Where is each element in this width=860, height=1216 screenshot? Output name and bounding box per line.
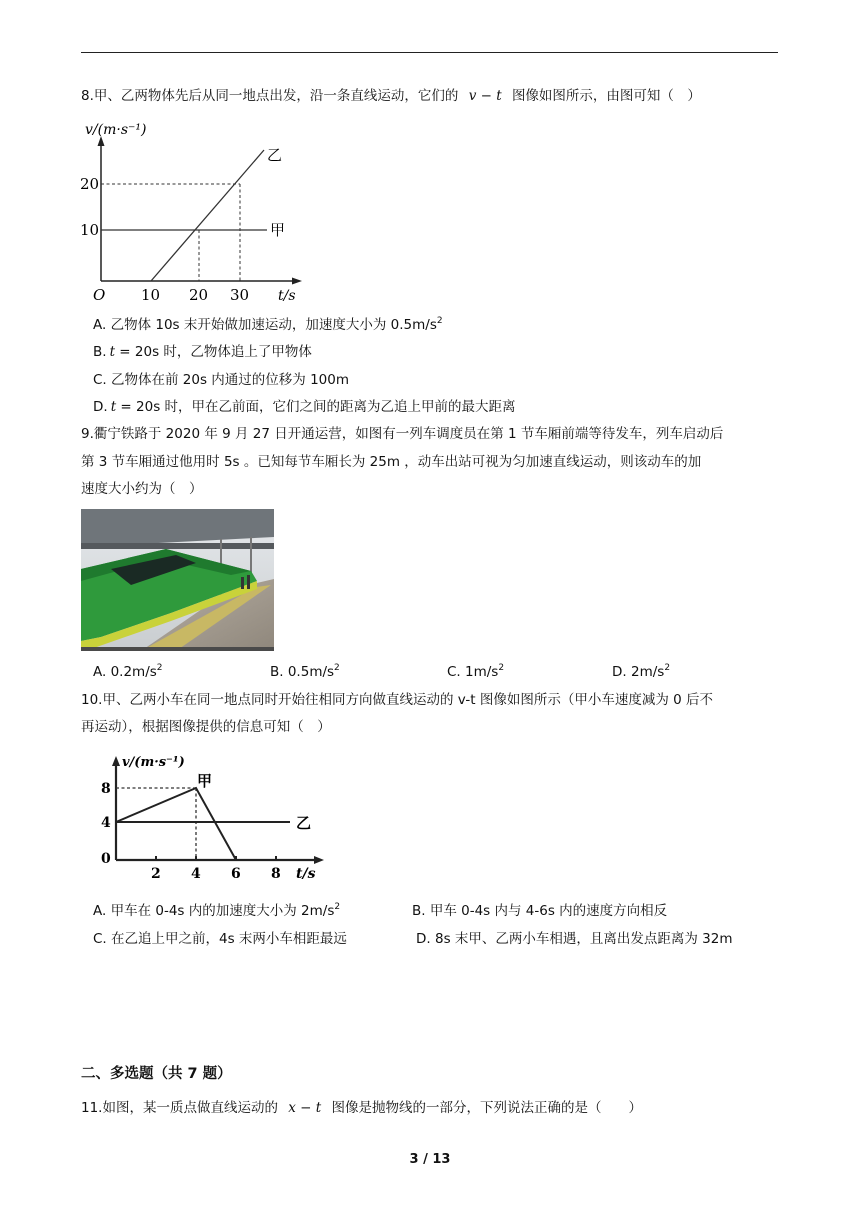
q8-option-b: B. t = 20s 时，乙物体追上了甲物体 — [93, 344, 312, 360]
q8-xtick-20: 20 — [189, 286, 209, 304]
q9-option-c: C. $1m/s^2$ — [447, 663, 505, 680]
q10-xlabel: t/s — [296, 866, 316, 882]
q8-vt-graph — [80, 114, 309, 306]
q10-vt-graph — [98, 752, 333, 887]
q8-option-a: A. 乙物体 10s 末开始做加速运动，加速度大小为 $0.5m/s^2$ — [93, 316, 443, 333]
q8-series-jia-label: 甲 — [270, 221, 286, 239]
q8-option-d: D. t = 20s 时，甲在乙前面，它们之间的距离为乙追上甲前的最大距离 — [93, 399, 516, 415]
q10-ylabel: v/(m·s⁻¹) — [122, 755, 185, 770]
q8-ylabel: v/(m·s⁻¹) — [85, 122, 147, 138]
page-number: 3 / 13 — [409, 1152, 451, 1167]
q9-option-a: A. $0.2m/s^2$ — [93, 663, 163, 680]
q9-option-b: B. $0.5m/s^2$ — [270, 663, 340, 680]
q10-option-a: A. 甲车在 0-4s 内的加速度大小为 $2m/s^2$ — [93, 902, 341, 919]
q8-x-arrow — [292, 278, 302, 285]
q10-xtick-2: 2 — [151, 866, 161, 882]
q8-origin: O — [93, 286, 106, 304]
train-photo — [81, 509, 274, 651]
q10-ytick-4: 4 — [101, 815, 111, 831]
q10-option-d: D. 8s 末甲、乙两小车相遇，且离出发点距离为 32m — [416, 931, 733, 947]
q10-option-b: B. 甲车 0-4s 内与 4-6s 内的速度方向相反 — [412, 903, 668, 919]
q10-series-jia-label: 甲 — [197, 772, 213, 790]
q8-series-yi-line — [151, 150, 264, 281]
q8-option-c: C. 乙物体在前 20s 内通过的位移为 100m — [93, 372, 350, 388]
q11-stem: 11.如图，某一质点做直线运动的 x − t 图像是抛物线的一部分，下列说法正确的是（ ） — [81, 1100, 643, 1116]
q10-origin: 0 — [101, 851, 111, 867]
q10-series-yi-label: 乙 — [296, 814, 312, 832]
q10-ytick-8: 8 — [101, 781, 111, 797]
q9-stem-line2: 第 3 节车厢通过他用时 5s 。已知每节车厢长为 25m ，动车出站可视为匀加速直线运动，则该动车的加 — [81, 454, 702, 470]
q10-stem-line2: 再运动），根据图像提供的信息可知（ ） — [81, 719, 331, 735]
q10-option-c: C. 在乙追上甲之前，4s 末两小车相距最远 — [93, 931, 347, 947]
q8-series-yi-label: 乙 — [267, 146, 283, 164]
q10-y-arrow — [112, 756, 120, 766]
q10-stem-line1: 10.甲、乙两小车在同一地点同时开始往相同方向做直线运动的 v-t 图像如图所示（甲小车速度减为 0 后不 — [81, 692, 714, 708]
section-heading: 二、多选题（共 7 题） — [81, 1066, 232, 1082]
q8-xtick-10: 10 — [141, 286, 161, 304]
header-rule — [81, 52, 778, 53]
q10-series-jia-line — [116, 788, 236, 860]
q9-stem-line1: 9.衢宁铁路于 2020 年 9 月 27 日开通运营，如图有一列车调度员在第 1 节车厢前端等待发车，列车启动后 — [81, 426, 724, 442]
q10-xtick-6: 6 — [231, 866, 241, 882]
q10-xtick-4: 4 — [191, 866, 201, 882]
q10-xtick-8: 8 — [271, 866, 281, 882]
q8-ytick-20: 20 — [80, 175, 100, 193]
q8-ytick-10: 10 — [80, 221, 100, 239]
q8-stem: 8.甲、乙两物体先后从同一地点出发，沿一条直线运动，它们的 v − t 图像如图所示，由图可知（ ） — [81, 88, 701, 104]
q9-stem-line3: 速度大小约为（ ） — [81, 481, 203, 497]
q10-x-arrow — [314, 856, 324, 864]
q9-option-d: D. $2m/s^2$ — [612, 663, 671, 680]
q8-xtick-30: 30 — [230, 286, 250, 304]
q8-xlabel: t/s — [278, 288, 296, 304]
